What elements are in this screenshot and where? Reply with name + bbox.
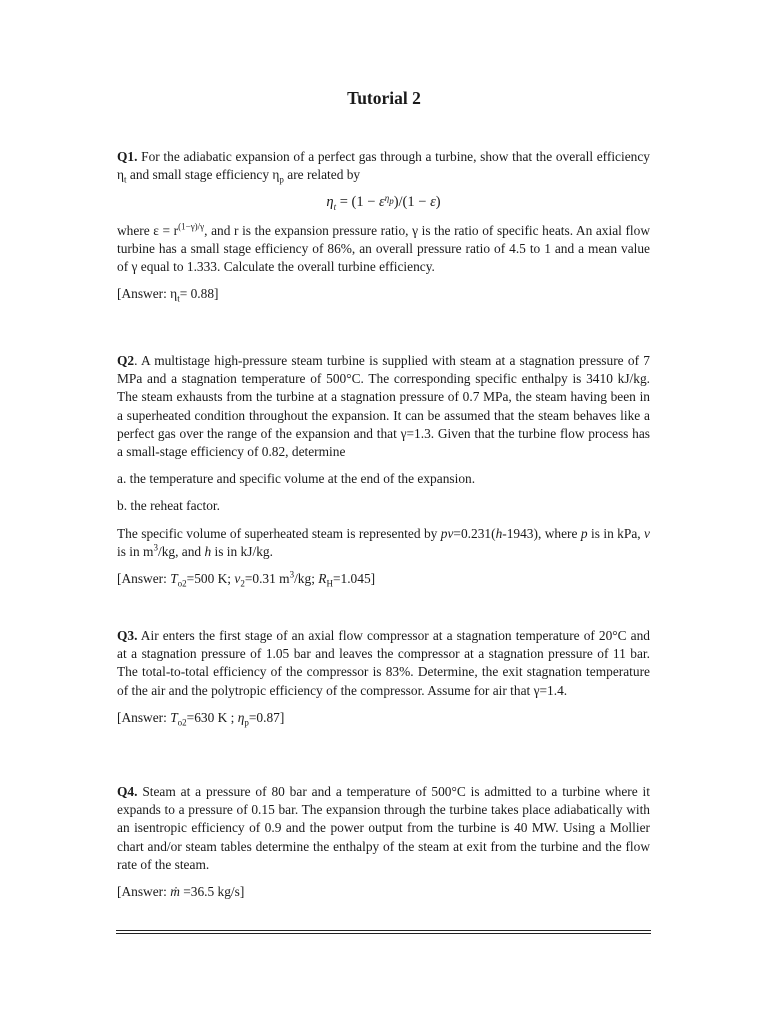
q1-label: Q1. — [117, 149, 138, 164]
q1-intro: Q1. For the adiabatic expansion of a perfect gas through a turbine, show that the overall efficiency $\eta_t$ and small stage efficiency $\eta_p$ are related by — [117, 149, 650, 185]
q2-label: Q2 — [117, 353, 135, 368]
question-2 — [117, 352, 650, 588]
footer-rule-bottom — [116, 933, 651, 934]
question-3 — [117, 627, 650, 727]
q3-body: Q3. Air enters the first stage of an axial flow compressor at a stagnation temperature of 20°C and at a stagnation pressure of 1.05 bar and leaves the compressor at a stagnation pressure of 11 bar. The total-to-total efficiency of the compressor is 83%. Determine, the exit stagnation temperature of the air and the polytropic efficiency of the compressor. Assume for air that γ=1.4. — [117, 628, 650, 698]
q1-answer: [Answer: $\eta_t= 0.88$] — [117, 286, 219, 304]
q2-item-a: a. the temperature and specific volume at the end of the expansion. — [117, 471, 476, 487]
page-title: Tutorial 2 — [347, 88, 421, 108]
q2-body: Q2. A multistage high-pressure steam turbine is supplied with steam at a stagnation pressure of 7 MPa and a stagnation temperature of 500°C. The corresponding specific enthalpy is 3410 kJ/kg. The steam exhausts from the turbine at a stagnation pressure of 0.7 MPa, the steam having been in a superheated condition throughout the expansion. It can be assumed that the steam behaves like a perfect gas over the range of the expansion and that γ=1.3. Given that the turbine flow process has a small-stage efficiency of 0.82, determine — [117, 353, 650, 460]
question-1 — [117, 148, 650, 303]
q2-spec: The specific volume of superheated steam is represented by pv=0.231(h-1943), where p is in kPa, v is in $m^3/kg$, and h is in kJ/kg. — [117, 525, 650, 559]
question-4 — [117, 783, 650, 901]
q1-equation — [117, 193, 650, 211]
q2-answer: [Answer: $T_{o2}=500$ K; $v_2=0.31$ $m^3/kg$; $R_H=1.045$] — [117, 569, 376, 589]
q4-label: Q4. — [117, 784, 138, 799]
q1-body: where $\varepsilon = r^{(1-\gamma)/\gamma}$, and r is the expansion pressure ratio, γ is the ratio of specific heats. An axial flow turbine has a small stage efficiency of 86%, an overall pressure ratio of 4.5 to 1 and a mean value of γ equal to 1.333. Calculate the overall turbine efficiency. — [117, 221, 651, 275]
q3-label: Q3. — [117, 628, 138, 643]
footer-rule-top — [116, 930, 651, 931]
q4-body: Q4. Steam at a pressure of 80 bar and a temperature of 500°C is admitted to a turbine where it expands to a pressure of 0.15 bar. The expansion through the turbine takes place adiabatically with an isentropic efficiency of 0.9 and the power output from the turbine is 40 MW. Using a Mollier chart and/or steam tables determine the enthalpy of the steam at exit from the turbine and the flow rate of the steam. — [117, 784, 650, 872]
q2-item-b: b. the reheat factor. — [117, 498, 220, 514]
equation-text: $\eta_t = (1 - \varepsilon^{\eta_p})/(1 - \varepsilon)$ — [326, 192, 441, 213]
q3-answer: [Answer: $T_{o2}=630$ K ; $\eta_p=0.87$] — [117, 709, 285, 728]
q4-answer: [Answer: ṁ =36.5 kg/s] — [117, 884, 245, 900]
